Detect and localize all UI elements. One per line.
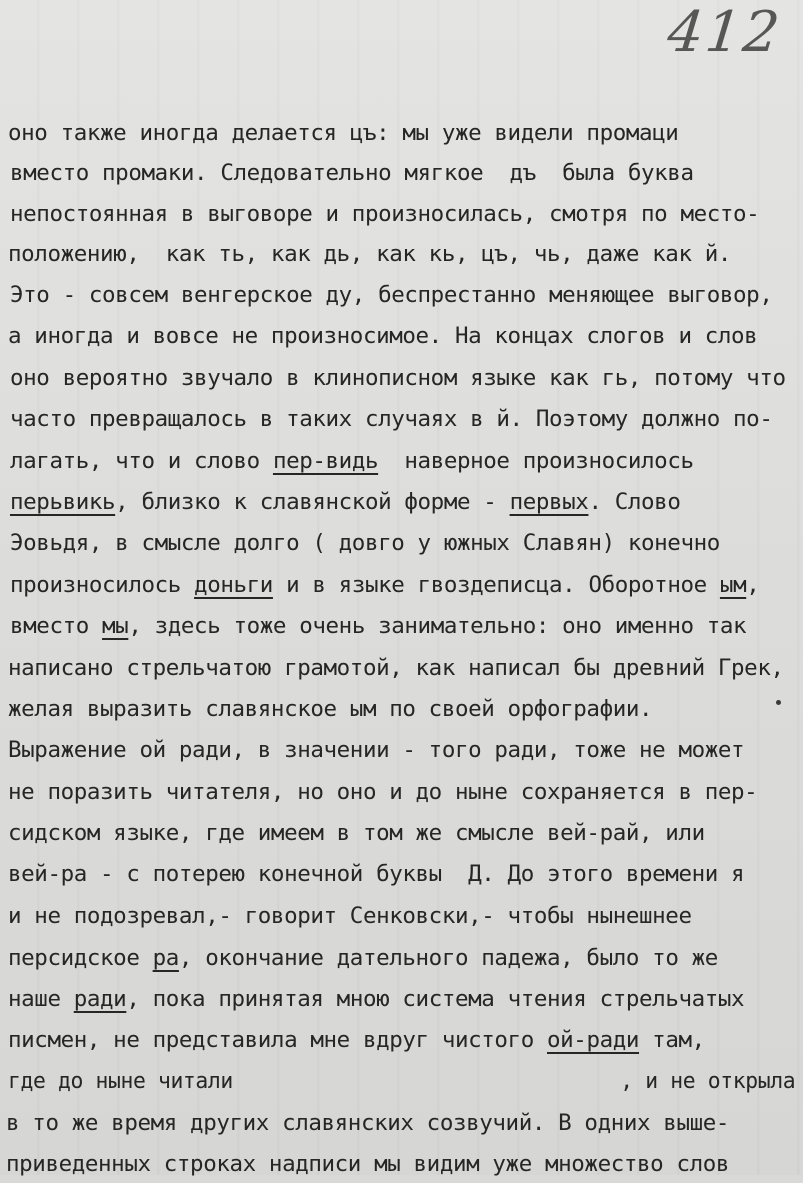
text-line [10, 276, 772, 314]
text-line [8, 814, 705, 852]
text-line [8, 855, 744, 893]
text-segment: Это - совсем венгерское ду, беспрестанно меняющее выговор, [10, 282, 773, 308]
underlined-word: ради [73, 986, 127, 1012]
underlined-word: перьвикь [10, 489, 116, 515]
underlined-word: доньги [194, 572, 273, 598]
text-segment: , окончание дательного падежа, было то же [178, 945, 718, 971]
text-segment: , близко к славянской форме - [115, 489, 510, 515]
text-line [10, 607, 746, 645]
underlined-word: ой-ради [547, 1027, 640, 1053]
text-segment: наше [8, 986, 74, 1012]
text-segment: и не подозревал,- говорит Сенковски,- чтобы нынешнее [8, 903, 692, 929]
text-line [6, 1145, 729, 1183]
text-segment: и в языке гвоздеписца. Оборотное [272, 572, 720, 598]
text-segment: персидское [8, 945, 153, 971]
underlined-word: пер-видь [272, 448, 379, 474]
text-segment: желая выразить славянское ым по своей орфографии. [8, 696, 653, 722]
text-line [10, 524, 720, 562]
underlined-word: первых [509, 489, 589, 515]
text-line [8, 1062, 795, 1100]
text-segment: приведенных строках надписи мы видим уже множество слов [6, 1151, 730, 1177]
text-line [10, 566, 759, 604]
underlined-word: ра [152, 945, 179, 971]
text-segment: вместо промаки. Следовательно мягкое дъ была буква [10, 160, 694, 186]
text-segment: в то же время других славянских созвучий. В одних выше- [6, 1110, 730, 1136]
text-line [10, 400, 772, 438]
text-line [10, 195, 759, 233]
underlined-word: мы [102, 613, 129, 639]
text-segment: непостоянная в выговоре и произносилась, смотря по место- [10, 201, 760, 227]
text-segment: , [746, 572, 760, 598]
text-segment: . Слово [588, 489, 681, 515]
text-segment: написано стрельчатою грамотой, как написал бы древний Грек, [8, 655, 784, 681]
text-segment: вместо [10, 613, 103, 639]
text-segment: где до ныне читали , и не открыла [8, 1068, 796, 1094]
text-line [8, 731, 744, 769]
text-segment: оно вероятно звучало в клинописном языке как гь, потому что [10, 365, 786, 391]
text-line [6, 1104, 729, 1142]
text-line [10, 442, 694, 480]
text-segment: часто превращалось в таких случаях в й. Поэтому должно по- [10, 406, 773, 432]
text-segment: Выражение ой ради, в значении - того ради, тоже не может [8, 737, 745, 763]
text-segment: Эовьдя, в смысле долго ( довго у южных Славян) конечно [10, 530, 720, 556]
text-segment: сидском языке, где имеем в том же смысле вей-рай, или [8, 820, 705, 846]
ink-dot [776, 700, 781, 705]
text-segment: а иногда и вовсе не произносимое. На концах слогов и слов [8, 323, 758, 349]
text-segment: оно также иногда делается цъ: мы уже видели промаци [8, 120, 679, 146]
text-segment: не поразить читателя, но оно и до ныне сохраняется в пер- [8, 779, 758, 805]
text-segment: , здесь тоже очень занимательно: оно именно так [128, 613, 747, 639]
text-line [8, 114, 678, 152]
text-line [10, 154, 694, 192]
text-segment: вей-ра - с потерею конечной буквы Д. До этого времени я [8, 861, 745, 887]
text-segment: там, [639, 1027, 705, 1053]
text-segment: произносилось [10, 572, 195, 598]
text-line [8, 939, 718, 977]
text-line [8, 897, 692, 935]
text-line [8, 317, 757, 355]
text-line [8, 690, 652, 728]
text-segment: лагать, что и слово [10, 448, 273, 474]
text-line [8, 235, 731, 273]
text-segment: , пока принятая мною система чтения стрельчатых [126, 986, 745, 1012]
text-line [8, 980, 744, 1018]
text-line [10, 483, 680, 521]
text-segment: положению, как ть, как дь, как кь, цъ, чь, даже как й. [8, 241, 732, 267]
page-number: 412 [664, 0, 785, 65]
text-line [8, 1021, 705, 1059]
text-line [10, 359, 786, 397]
text-segment: наверное произносилось [378, 448, 694, 474]
text-segment: писмен, не представила мне вдруг чистого [8, 1027, 547, 1053]
text-line [8, 649, 784, 687]
text-line [8, 773, 757, 811]
underlined-word: ым [719, 572, 747, 598]
